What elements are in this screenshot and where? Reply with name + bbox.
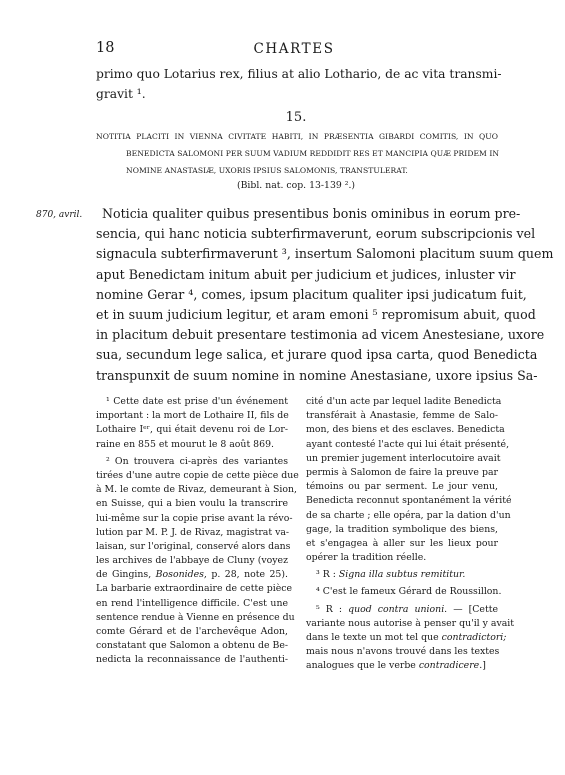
document-summary [96, 128, 498, 179]
footnote-line: laisan, sur l'original, conservé alors dans [96, 540, 291, 552]
footnote-line: nedicta la reconnaissance de l'authenti- [96, 654, 288, 666]
continuation-text [96, 64, 502, 104]
footnote-line: lution par M. P. J. de Rivaz, magistrat va- [96, 526, 290, 538]
footnote-line: témoins ou par serment. Le jour venu, [306, 481, 498, 493]
charter-line: aput Benedictam initum abuit per judicium et judices, inluster vir [96, 266, 516, 282]
footnote-line: opérer la tradition réelle. [306, 552, 427, 564]
footnote-line: comte Gérard et de l'archevêque Adon, [96, 626, 288, 637]
footnote-line: et s'engagea à aller sur les lieux pour [306, 537, 498, 549]
footnote-line: cité d'un acte par lequel ladite Benedicta [306, 396, 502, 407]
summary-line: BENEDICTA SALOMONI PER SUUM VADIUM REDDIDIT RES ET MANCIPIA QUÆ PRIDEM IN [126, 149, 500, 158]
charter-line: sua, secundum lege salica, et jurare quod ipsa carta, quod Benedicta [96, 347, 538, 363]
source-citation: (Bibl. nat. cop. 13-139 ².) [236, 180, 356, 191]
footnote-line: mais nous n'avons trouvé dans les textes [306, 646, 500, 658]
footnote-line: analogues que le verbe contradicere.] [306, 660, 486, 672]
footnote-line: ¹ Cette date est prise d'un événement [106, 396, 288, 407]
footnote-line: de Gingins, Bosonides, p. 28, note 25). [96, 569, 288, 581]
charter-line: transpunxit de suum nomine in nomine Anestasiane, uxore ipsius Sa- [96, 367, 538, 383]
charter-line: et in suum judicium legitur, et aram emoni ⁵ repromisum abuit, quod [96, 306, 536, 322]
footnotes-left-column [96, 395, 299, 668]
charter-line: Noticia qualiter quibus presentibus bonis ominibus in eorum pre- [102, 206, 521, 221]
footnote-line: transférait à Anastasie, femme de Salo- [306, 410, 498, 422]
footnotes-right-column [306, 395, 515, 674]
charter-line: in placitum debuit presentare testimonia ad vicem Anestesiane, uxore [96, 327, 545, 343]
continuation-line: gravit ¹. [96, 87, 146, 101]
footnote-line: Benedicta reconnut spontanément la vérité [306, 495, 512, 507]
footnote-line: sentence rendue à Vienne en présence du [96, 611, 295, 623]
footnote-line: à M. le comte de Rivaz, demeurant à Sion, [96, 484, 297, 496]
summary-line: NOTITIA PLACITI IN VIENNA CIVITATE HABITI, IN PRÆSENTIA GIBARDI COMITIS, IN QUO [96, 132, 498, 141]
running-title: CHARTES [253, 41, 335, 57]
footnote-line: mon, des biens et des esclaves. Benedicta [306, 424, 505, 436]
footnote-line: de sa charte ; elle opéra, par la dation d'un [306, 509, 511, 521]
charter-text [96, 204, 554, 386]
footnote-line: gage, la tradition symbolique des biens, [306, 523, 498, 535]
footnote-line: un premier jugement interlocutoire avait [306, 452, 501, 464]
footnote-line: important : la mort de Lothaire II, fils de [96, 410, 289, 422]
charter-line: signacula subterfirmaverunt ³, insertum Salomoni placitum suum quem [96, 246, 554, 262]
footnote-line: tirées d'une autre copie de cette pièce due [96, 469, 299, 481]
footnotes [96, 395, 515, 715]
footnote-line: variante nous autorise à penser qu'il y avait [306, 617, 515, 629]
footnote-line: ⁵ R : quod contra unioni. — [Cette [316, 603, 498, 615]
footnote-line: raine en 855 et mourut le 8 août 869. [96, 438, 274, 450]
footnote-line: en rend l'intelligence difficile. C'est une [96, 597, 288, 609]
footnote-line: ayant contesté l'acte qui lui était présenté, [306, 438, 510, 450]
charter-line: sencia, qui hanc noticia subterfirmaverunt, eorum subscripcionis vel [96, 226, 536, 242]
margin-date: 870, avril. [36, 210, 83, 220]
continuation-line: primo quo Lotarius rex, filius at alio Lothario, de ac vita transmi- [96, 67, 502, 81]
charter-line: nomine Gerar ⁴, comes, ipsum placitum qualiter ipsi judicatum fuit, [96, 286, 527, 302]
footnote-line: permis à Salomon de faire la preuve par [306, 466, 498, 478]
footnote-line: lui-même sur la copie prise avant la révo- [96, 512, 293, 524]
footnote-line: ³ R : Signa illa subtus remititur. [316, 569, 466, 581]
footnote-line: constatant que Salomon a obtenu de Be- [96, 640, 289, 652]
footnote-line: dans le texte un mot tel que contradictori; [306, 632, 507, 643]
summary-line: NOMINE ANASTASIÆ, UXORIS IPSIUS SALOMONIS, TRANSTULERAT. [126, 166, 408, 175]
footnote-line: ² On trouvera ci-après des variantes [106, 455, 288, 467]
footnote-line: en Suisse, qui a bien voulu la transcrire [96, 498, 288, 510]
footnote-line: ⁴ C'est le fameux Gérard de Roussillon. [316, 586, 502, 598]
footnote-line: Lothaire Iᵉʳ, qui était devenu roi de Lor- [96, 424, 288, 436]
footnote-line: les archives de l'abbaye de Cluny (voyez [96, 555, 288, 567]
footnote-line: La barbarie extraordinaire de cette pièce [96, 583, 292, 595]
document-number: 15. [285, 110, 307, 125]
running-header [96, 40, 492, 60]
page-number: 18 [96, 40, 115, 56]
